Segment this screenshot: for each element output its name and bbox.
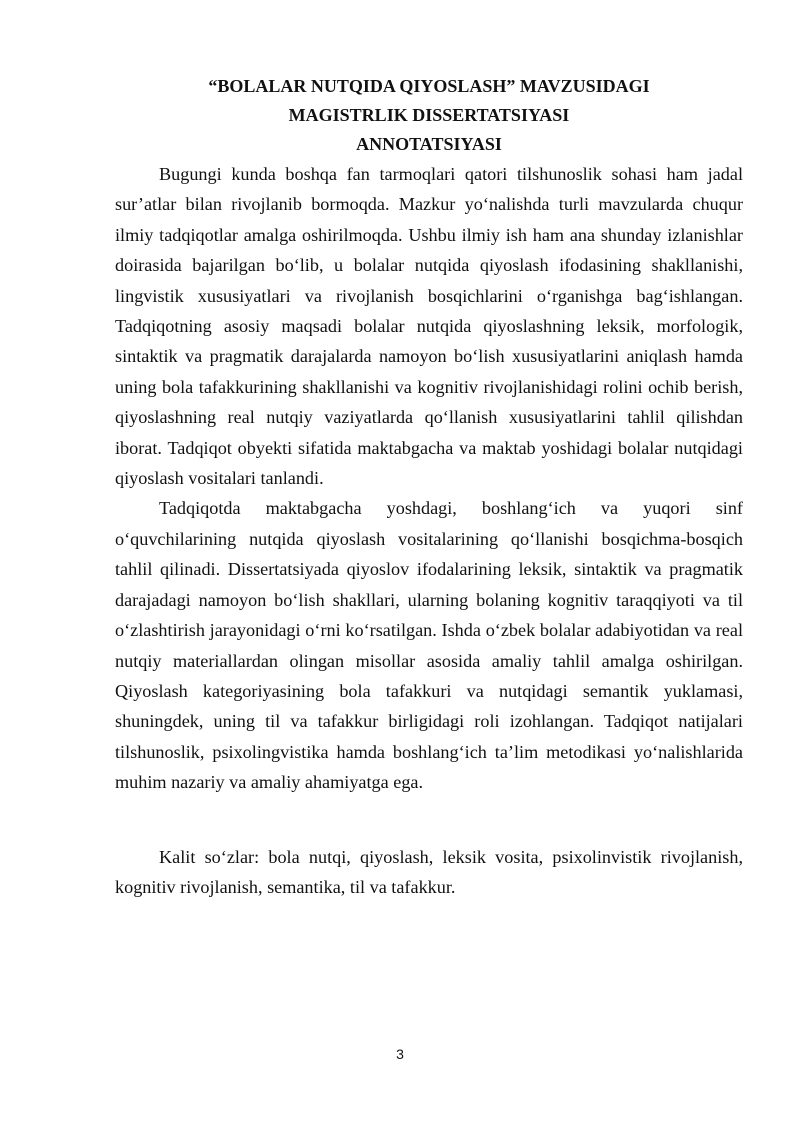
- keywords-paragraph: Kalit so‘zlar: bola nutqi, qiyoslash, leksik vosita, psixolinvistik rivojlanish, kognitiv rivojlanish, semantika, til va tafakkur.: [115, 846, 743, 897]
- title-line-3: ANNOTATSIYASI: [356, 134, 502, 154]
- title-line-2: MAGISTRLIK DISSERTATSIYASI: [288, 105, 570, 125]
- paragraph-spacer: [115, 798, 743, 842]
- paragraph-2: Tadqiqotda maktabgacha yoshdagi, boshlang‘ich va yuqori sinf o‘quvchilarining nutqida qiyoslash vositalarining qo‘llanishi bosqichma-bosqich tahlil qilinadi. Dissertatsiyada qiyoslov ifodalarining leksik, sintaktik va pragmatik darajadagi namoyon bo‘lish shakllari, ularning bolaning kognitiv taraqqiyoti va til o‘zlashtirish jarayonidagi o‘rni ko‘rsatilgan. Ishda o‘zbek bolalar adabiyotidan va real nutqiy materiallardan olingan misollar asosida amaliy tahlil amalga oshirilgan. Qiyoslash kategoriyasining bola tafakkuri va nutqidagi semantik yuklamasi, shuningdek, uning til va tafakkur birligidagi roli izohlangan. Tadqiqot natijalari tilshunoslik, psixolingvistika hamda boshlang‘ich ta’lim metodikasi yo‘nalishlarida muhim nazariy va amaliy ahamiyatga ega.: [115, 498, 743, 793]
- paragraph-1: Bugungi kunda boshqa fan tarmoqlari qatori tilshunoslik sohasi ham jadal sur’atlar bilan rivojlanib bormoqda. Mazkur yo‘nalishda turli mavzularda chuqur ilmiy tadqiqotlar amalga oshirilmoqda. Ushbu ilmiy ish ham ana shunday izlanishlar doirasida bajarilgan bo‘lib, u bolalar nutqida qiyoslash ifodasining shakllanishi, lingvistik xususiyatlari va rivojlanish bosqichlarini o‘rganishga bag‘ishlangan. Tadqiqotning asosiy maqsadi bolalar nutqida qiyoslashning leksik, morfologik, sintaktik va pragmatik darajalarda namoyon bo‘lish xususiyatlarini aniqlash hamda uning bola tafakkurining shakllanishi va kognitiv rivojlanishidagi rolini ochib berish, qiyoslashning real nutqiy vaziyatlarda qo‘llanish xususiyatlarini tahlil qilishdan iborat. Tadqiqot obyekti sifatida maktabgacha va maktab yoshidagi bolalar nutqidagi qiyoslash vositalari tanlandi.: [115, 164, 743, 489]
- page-content: [115, 72, 743, 902]
- page-number: 3: [396, 1046, 404, 1062]
- title-line-1: “BOLALAR NUTQIDA QIYOSLASH” MAVZUSIDAGI: [208, 76, 650, 96]
